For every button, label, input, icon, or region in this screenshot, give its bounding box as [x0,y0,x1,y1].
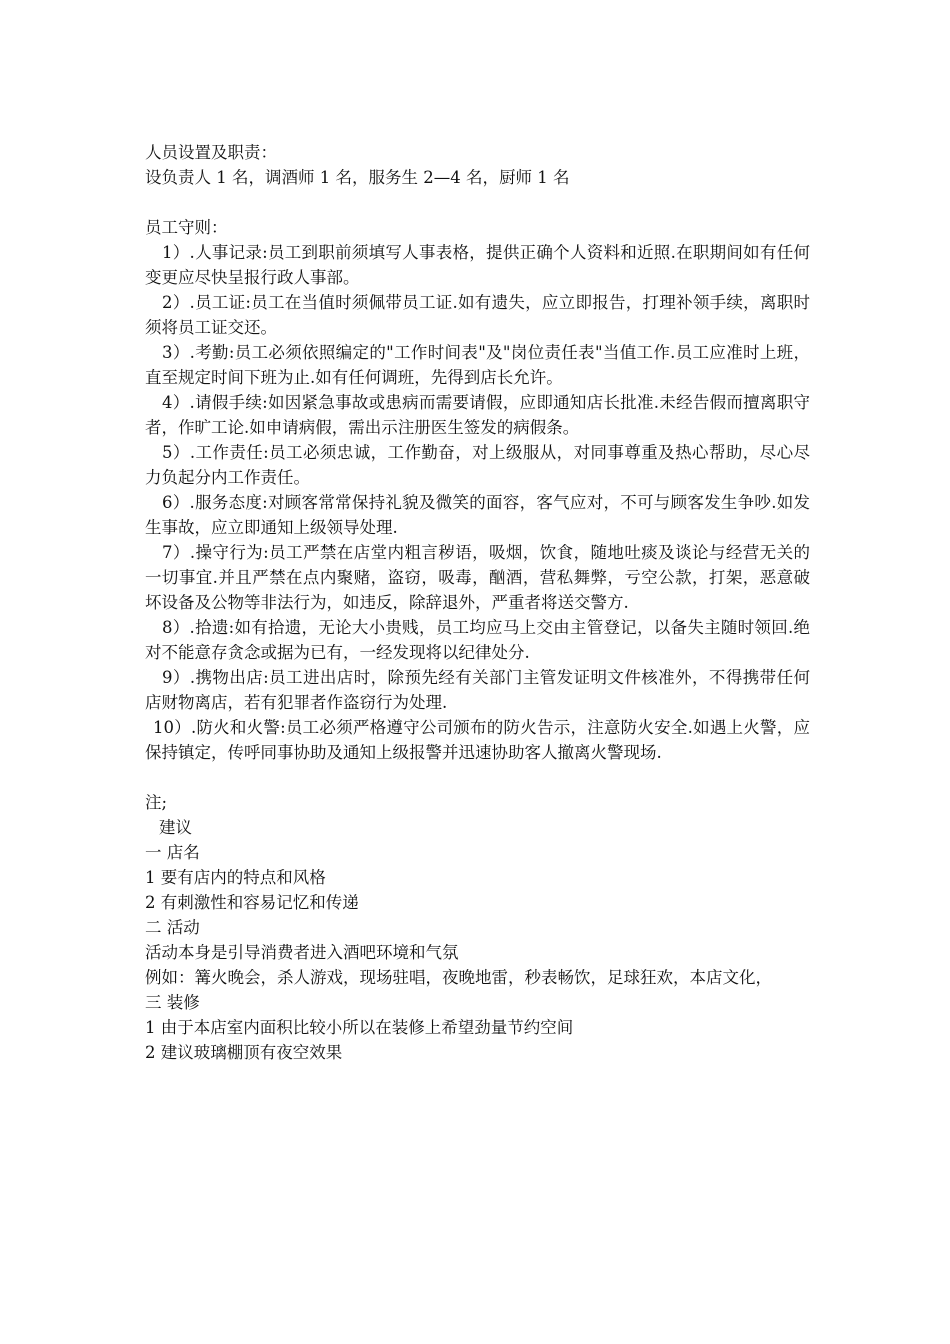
rule-item: 4）.请假手续:如因紧急事故或患病而需要请假，应即通知店长批准.未经告假而擅离职守者，作旷工论.如申请病假，需出示注册医生签发的病假条。 [145,393,810,437]
note-label: 注; [145,793,168,812]
section-name-item: 1 要有店内的特点和风格 [145,868,326,887]
section-activity-desc: 活动本身是引导消费者进入酒吧环境和气氛 [145,943,459,962]
section-name-title: 一 店名 [145,843,200,862]
section-deco-title: 三 装修 [145,993,200,1012]
suggestion-heading: 建议 [159,818,192,837]
spacer [145,765,810,790]
rule-item: 7）.操守行为:员工严禁在店堂内粗言秽语，吸烟，饮食，随地吐痰及谈论与经营无关的一切事宜.并且严禁在点内聚赌，盗窃，吸毒，酗酒，营私舞弊，亏空公款，打架，恶意破坏设备及公物等非法行为，如违反，除辞退外，严重者将送交警方. [145,543,810,612]
section-deco-item: 2 建议玻璃棚顶有夜空效果 [145,1043,343,1062]
rule-item: 9）.携物出店:员工进出店时，除预先经有关部门主管发证明文件核准外，不得携带任何店财物离店，若有犯罪者作盗窃行为处理. [145,668,810,712]
section-name-item: 2 有刺激性和容易记忆和传递 [145,893,359,912]
section-deco-item: 1 由于本店室内面积比较小所以在装修上希望劲量节约空间 [145,1018,574,1037]
rule-item: 2）.员工证:员工在当值时须佩带员工证.如有遗失，应立即报告，打理补领手续，离职时须将员工证交还。 [145,293,810,337]
rule-item: 10）.防火和火警:员工必须严格遵守公司颁布的防火告示，注意防火安全.如遇上火警，应保持镇定，传呼同事协助及通知上级报警并迅速协助客人撤离火警现场. [145,718,810,762]
section-activity-example: 例如：篝火晚会，杀人游戏，现场驻唱，夜晚地雷，秒表畅饮，足球狂欢，本店文化， [145,968,772,987]
staffing-title: 人员设置及职责： [145,143,277,162]
document-page [145,140,810,1065]
rule-item: 5）.工作责任:员工必须忠诚，工作勤奋，对上级服从，对同事尊重及热心帮助，尽心尽力负起分内工作责任。 [145,443,810,487]
rules-title: 员工守则： [145,218,228,237]
section-activity-title: 二 活动 [145,918,200,937]
staffing-detail: 设负责人 1 名，调酒师 1 名，服务生 2—4 名，厨师 1 名 [145,168,570,187]
rule-item: 8）.拾遗:如有拾遗，无论大小贵贱，员工均应马上交由主管登记，以备失主随时领回.绝对不能意存贪念或据为已有，一经发现将以纪律处分. [145,618,810,662]
rule-item: 3）.考勤:员工必须依照编定的"工作时间表"及"岗位责任表"当值工作.员工应准时上班，直至规定时间下班为止.如有任何调班，先得到店长允许。 [145,343,810,387]
rule-item: 6）.服务态度:对顾客常常保持礼貌及微笑的面容，客气应对，不可与顾客发生争吵.如发生事故，应立即通知上级领导处理. [145,493,810,537]
spacer [145,190,810,215]
rule-item: 1）.人事记录:员工到职前须填写人事表格，提供正确个人资料和近照.在职期间如有任何变更应尽快呈报行政人事部。 [145,243,810,287]
